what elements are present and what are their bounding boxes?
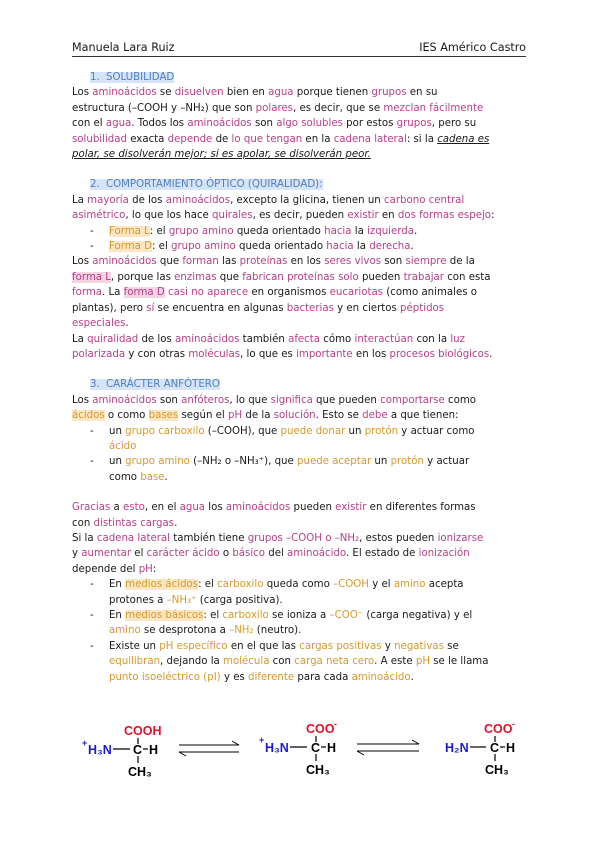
m2-coo-label: COO bbox=[306, 722, 335, 736]
bullet-carboxilo: - un grupo carboxilo (–COOH), que puede donar un protón y actuar como ácido bbox=[90, 425, 475, 452]
bullet-medios-acidos: - En medios ácidos: el carboxilo queda como –COOH y el amino acepta protones a –NH₃⁺ (carga positiva). bbox=[90, 579, 464, 606]
m2-methyl-label: CH₃ bbox=[306, 763, 330, 777]
section-2-heading: 2. COMPORTAMIENTO ÓPTICO (QUIRALIDAD): bbox=[90, 179, 323, 191]
m1-cooh-label: COOH bbox=[124, 724, 162, 738]
m1-carbon-label: C bbox=[133, 743, 143, 757]
molecule-zwitterion bbox=[259, 719, 337, 777]
m2-plus-sign: + bbox=[259, 735, 265, 745]
section-3-paragraph-2: Gracias a esto, en el agua los aminoácidos pueden existir en diferentes formas con distintas cargas. bbox=[72, 502, 476, 529]
m3-amine-label: H₂N bbox=[445, 741, 469, 755]
section-2-paragraph-3: La quiralidad de los aminoácidos también afecta cómo interactúan con la luz polarizada y con otras moléculas, lo que es importante en los procesos biológicos. bbox=[72, 333, 493, 360]
section-2-paragraph-2: Los aminoácidos que forman las proteínas en los seres vivos son siempre de la forma L, porque las enzimas que fabrican proteínas solo pueden trabajar con esta forma. La forma D casi no aparece en organismos eucariotas (como animales o plantas), pero sí se encuentra en algunas bacterias y en ciertos péptidos especiales. bbox=[72, 256, 491, 330]
m1-plus-sign: + bbox=[82, 738, 88, 748]
bullet-forma-l: - Forma L: el grupo amino queda orientado hacia la izquierda. bbox=[90, 225, 418, 237]
m3-hydrogen-label: H bbox=[506, 741, 516, 755]
bullet-amino: - un grupo amino (–NH₂ o –NH₃⁺), que puede aceptar un protón y actuar como base. bbox=[90, 456, 470, 483]
bullet-ph-especifico: - Existe un pH específico en el que las cargas positivas y negativas se equilibran, dejando la molécula con carga neta cero. A este pH se le llama punto isoeléctrico (pI) y es diferente para cada aminoácido. bbox=[90, 640, 489, 683]
equilibrium-arrows-2 bbox=[357, 740, 419, 755]
m1-amine-label: H₃N bbox=[88, 743, 112, 757]
equilibrium-arrows-1 bbox=[179, 741, 239, 756]
section-3-heading: 3. CARÁCTER ANFÓTERO bbox=[90, 379, 220, 391]
section-1-paragraph: Los aminoácidos se disuelven bien en agua porque tienen grupos en su estructura (–COOH y –NH₂) que son polares, es decir, que se mezclan fácilmente con el agua. Todos los aminoácidos son algo solubles por estos grupos, pero su solubilidad exacta depende de lo que tengan en la cadena lateral: si la cadena es polar, se disolverán mejor; si es apolar, se disolverán peor. bbox=[72, 87, 490, 161]
m3-methyl-label: CH₃ bbox=[485, 763, 509, 777]
m2-carbon-label: C bbox=[311, 741, 321, 755]
m2-amine-label: H₃N bbox=[265, 741, 289, 755]
m2-hydrogen-label: H bbox=[327, 741, 337, 755]
molecule-anionic bbox=[445, 719, 515, 777]
m1-hydrogen-label: H bbox=[149, 743, 159, 757]
m3-coo-label: COO bbox=[484, 722, 513, 736]
bullet-medios-basicos: - En medios básicos: el carboxilo se ioniza a –COO⁻ (carga negativa) y el amino se desprotona a –NH₂ (neutro). bbox=[90, 610, 473, 637]
molecule-cationic bbox=[82, 724, 162, 779]
section-3-paragraph-3: Si la cadena lateral también tiene grupos –COOH o –NH₂, estos pueden ionizarse y aumentar el carácter ácido o básico del aminoácido. El estado de ionización depende del pH: bbox=[72, 532, 484, 575]
m2-minus-sign: - bbox=[334, 719, 337, 729]
m3-minus-sign: - bbox=[512, 719, 515, 729]
m3-carbon-label: C bbox=[490, 741, 500, 755]
bullet-forma-d: - Forma D: el grupo amino queda orientado hacia la derecha. bbox=[90, 241, 414, 253]
section-2-paragraph-1: La mayoría de los aminoácidos, excepto la glicina, tienen un carbono central asimétrico, lo que los hace quirales, es decir, pueden existir en dos formas espejo: bbox=[72, 194, 495, 222]
section-1-heading: 1. SOLUBILIDAD bbox=[90, 72, 175, 83]
m1-methyl-label: CH₃ bbox=[128, 765, 152, 779]
school-name: IES Américo Castro bbox=[419, 41, 526, 54]
section-3-paragraph-1: Los aminoácidos son anfóteros, lo que significa que pueden comportarse como ácidos o como bases según el pH de la solución. Esto se debe a que tienen: bbox=[72, 394, 476, 422]
author-name: Manuela Lara Ruiz bbox=[72, 41, 175, 54]
